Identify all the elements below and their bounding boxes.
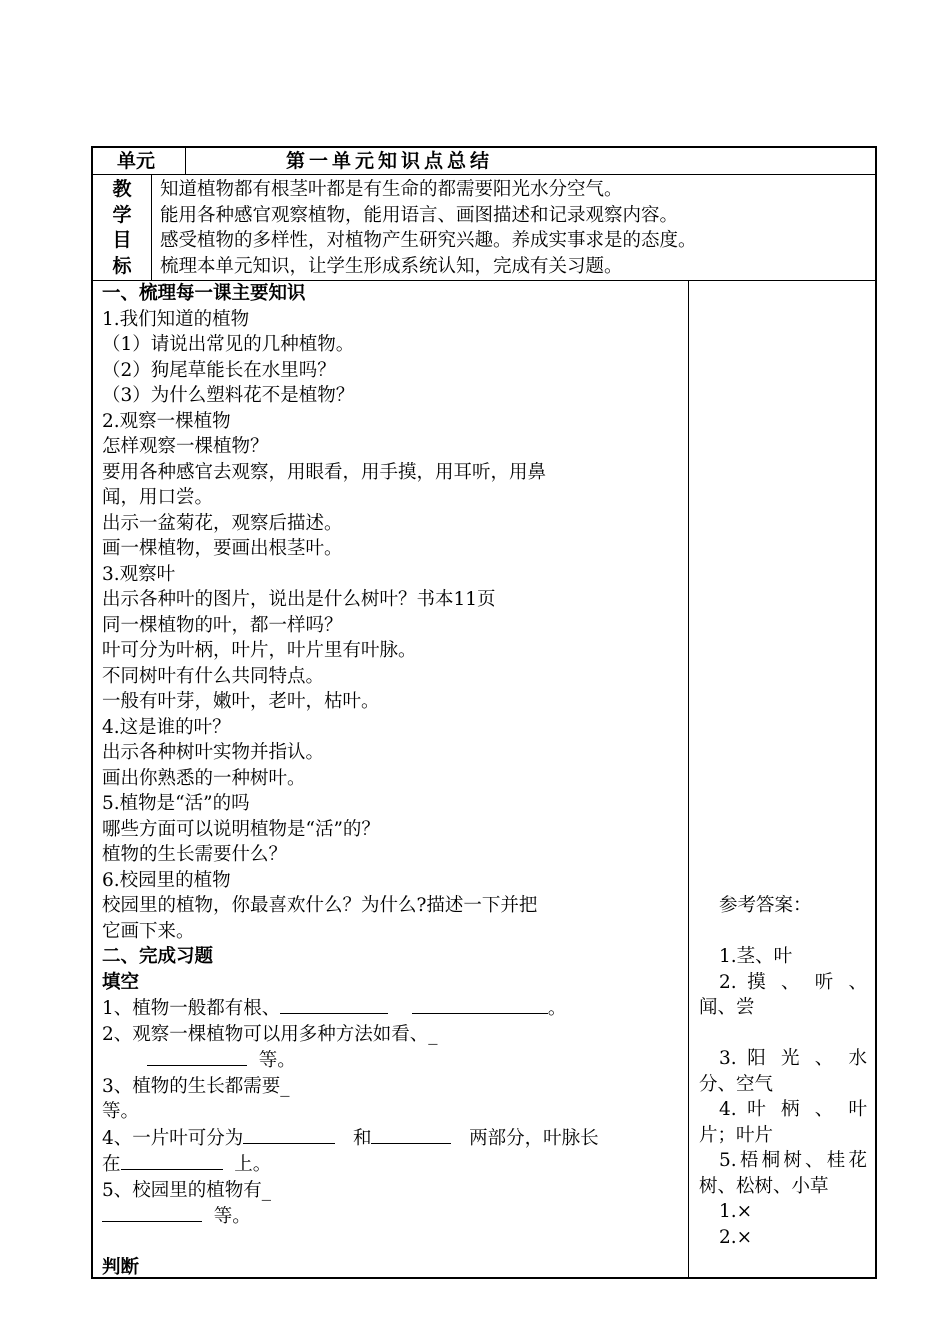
answer-blank[interactable] [371,1125,451,1144]
answer-blank[interactable] [147,1047,247,1066]
question-4-cont [102,1151,688,1178]
unit-label: 单元 [93,148,186,174]
question-4 [102,1125,688,1152]
content-line: 校园里的植物，你最喜欢什么？为什么?描述一下并把 [102,895,538,916]
content-line: （2）狗尾草能长在水里吗？ [102,359,336,381]
goals-list [160,177,697,279]
content-line: 1.我们知道的植物 [102,308,250,330]
question-mid: 和 [352,1127,372,1149]
question-5 [102,1178,688,1204]
spacer [699,919,867,945]
goal-item: 梳理本单元知识，让学生形成系统认知，完成有关习题。 [160,255,623,277]
teaching-goals-row [93,175,875,281]
content-line: 要用各种感官去观察，用眼看，用手摸，用耳听，用鼻 [102,461,547,483]
answer-blank[interactable] [280,995,388,1014]
answer-column [689,281,875,1277]
content-line: 画一棵植物，要画出根茎叶。 [102,538,343,559]
spacer [102,1230,688,1256]
question-3 [102,1074,688,1100]
content-line: 5.植物是“活”的吗 [102,793,250,814]
goals-label-char: 教 [112,178,132,200]
content-line: 出示一盆菊花，观察后描述。 [102,512,343,534]
question-text: 2、观察一棵植物可以用多种方法如看、_ [102,1023,438,1045]
content-line: 一般有叶芽，嫩叶，老叶，枯叶。 [102,691,380,712]
question-text: 3、植物的生长都需要_ [102,1075,290,1097]
spacer [699,281,867,893]
question-end: 等。 [258,1050,296,1071]
question-3-cont [102,1099,688,1125]
content-line: （3）为什么塑料花不是植物？ [102,385,355,406]
content-line: 怎样观察一棵植物？ [102,436,269,457]
question-2 [102,1022,688,1048]
content-row [93,281,875,1277]
question-2-cont [102,1047,688,1074]
answer-item: 3. 阳 光 、 水 分、空气 [699,1048,867,1095]
answer-item: 2. 摸 、 听 、 闻、尝 [699,971,867,1018]
fill-blank-title: 填空 [102,971,140,993]
goals-label-char: 标 [112,254,132,277]
content-line: 画出你熟悉的一种树叶。 [102,767,306,789]
goals-label-char: 学 [112,203,132,226]
question-end: 。 [547,998,567,1019]
answer-blank[interactable] [102,1203,202,1222]
answer-item: 1.× [719,1201,753,1222]
question-text: 5、校园里的植物有_ [102,1179,272,1201]
content-line: 同一棵植物的叶，都一样吗？ [102,614,343,636]
question-1 [102,995,688,1022]
answer-blank[interactable] [121,1151,223,1170]
content-line: 它画下来。 [102,920,195,942]
answer-blank[interactable] [412,995,548,1014]
answer-item: 4. 叶 柄 、 叶 片；叶片 [699,1099,867,1146]
question-end: 等。 [102,1101,140,1122]
question-end: 等。 [213,1206,251,1227]
goal-item: 知道植物都有根茎叶都是有生命的都需要阳光水分空气。 [160,179,623,200]
content-line: 哪些方面可以说明植物是“活”的？ [102,818,380,840]
answer-item: 2.× [719,1226,753,1248]
content-line: 2.观察一棵植物 [102,410,231,432]
answer-item: 5.梧桐树、桂花树、松树、小草 [699,1150,867,1197]
goals-label-char: 目 [112,229,132,251]
answer-blank[interactable] [243,1125,335,1144]
answers-title: 参考答案： [719,895,812,916]
answer-item: 1.茎、叶 [719,946,793,967]
section-title: 二、完成习题 [102,946,214,967]
content-line: 3.观察叶 [102,563,176,585]
judge-title: 判断 [102,1257,140,1278]
question-5-cont [102,1203,688,1230]
main-content [93,281,689,1277]
spacer [699,1021,867,1047]
header-row [93,148,875,175]
goal-item: 感受植物的多样性，对植物产生研究兴趣。养成实事求是的态度。 [160,230,697,251]
question-text: 在 [102,1154,121,1175]
goals-label [93,175,152,280]
unit-title: 第一单元知识点总结 [286,150,494,172]
content-line: 不同树叶有什么共同特点。 [102,665,325,687]
goal-item: 能用各种感官观察植物，能用语言、画图描述和记录观察内容。 [160,204,679,226]
content-line: 出示各种叶的图片，说出是什么树叶？书本11页 [102,589,496,610]
question-text: 1、植物一般都有根、 [102,998,281,1019]
content-line: 闻，用口尝。 [102,487,214,508]
content-line: 叶可分为叶柄，叶片，叶片里有叶脉。 [102,640,417,661]
knowledge-summary-table [91,146,877,1279]
question-mid: 两部分，叶脉长 [469,1127,599,1149]
content-line: 植物的生长需要什么？ [102,844,288,865]
section-title: 一、梳理每一课主要知识 [102,283,306,304]
content-line: 6.校园里的植物 [102,869,231,891]
question-end: 上。 [234,1154,272,1175]
content-line: （1）请说出常见的几种植物。 [102,334,355,355]
question-text: 4、一片叶可分为 [102,1127,244,1149]
content-line: 出示各种树叶实物并指认。 [102,742,325,763]
content-line: 4.这是谁的叶？ [102,716,231,738]
